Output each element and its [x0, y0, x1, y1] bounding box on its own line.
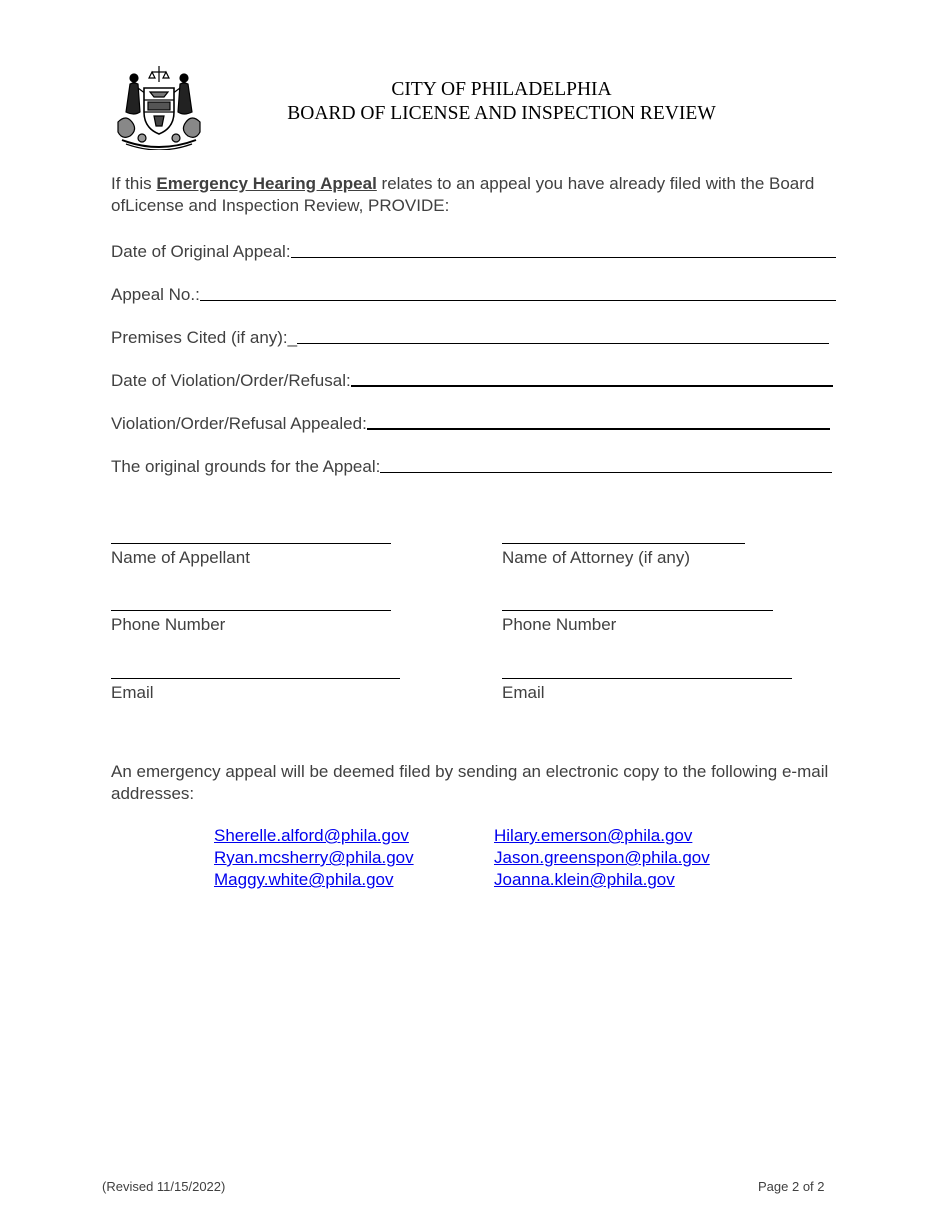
signature-line[interactable] — [111, 678, 400, 679]
field-label: Premises Cited (if any):_ — [111, 328, 298, 347]
attorney-phone-block[interactable] — [502, 610, 773, 635]
intro-paragraph — [111, 173, 851, 217]
signature-line[interactable] — [502, 543, 745, 544]
fill-line[interactable] — [291, 257, 836, 258]
email-list-left — [214, 825, 414, 891]
signature-line[interactable] — [502, 610, 773, 611]
signature-line[interactable] — [111, 610, 391, 611]
email-link[interactable]: Sherelle.alford@phila.gov — [214, 826, 409, 845]
fill-line[interactable] — [380, 472, 832, 473]
field-label: The original grounds for the Appeal: — [111, 457, 381, 476]
appellant-phone-block[interactable] — [111, 610, 391, 635]
revision-date: (Revised 11/15/2022) — [102, 1179, 226, 1194]
premises-cited-field[interactable] — [111, 324, 829, 348]
appellant-email-block[interactable] — [111, 678, 400, 703]
intro-suffix: relates to an appeal you have already filed with the Board ofLicense and Inspection Review, PROVIDE: — [111, 174, 815, 215]
field-label: Appeal No.: — [111, 285, 200, 304]
attorney-phone-label: Phone Number — [502, 615, 617, 634]
date-violation-field[interactable] — [111, 367, 833, 391]
attorney-email-block[interactable] — [502, 678, 792, 703]
fill-line[interactable] — [367, 428, 830, 430]
original-grounds-field[interactable] — [111, 453, 832, 477]
violation-appealed-field[interactable] — [111, 410, 830, 434]
intro-prefix: If this — [111, 174, 157, 193]
filing-note: An emergency appeal will be deemed filed by sending an electronic copy to the following e-mail addresses: — [111, 762, 829, 803]
intro-emphasis: Emergency Hearing Appeal — [156, 174, 377, 193]
date-original-appeal-field[interactable] — [111, 238, 836, 262]
email-link[interactable]: Joanna.klein@phila.gov — [494, 870, 675, 889]
appellant-phone-label: Phone Number — [111, 615, 226, 634]
email-link[interactable]: Ryan.mcsherry@phila.gov — [214, 848, 414, 867]
appellant-name-block[interactable] — [111, 543, 391, 568]
fill-line[interactable] — [200, 300, 836, 301]
attorney-email-label: Email — [502, 683, 545, 702]
signature-line[interactable] — [502, 678, 792, 679]
city-seal-icon — [112, 64, 206, 150]
appellant-name-label: Name of Appellant — [111, 548, 250, 567]
field-label: Date of Original Appeal: — [111, 242, 291, 261]
signature-line[interactable] — [111, 543, 391, 544]
email-list-right — [494, 825, 710, 891]
header-title-city: CITY OF PHILADELPHIA — [391, 79, 612, 100]
page-number: Page 2 of 2 — [758, 1179, 825, 1194]
appeal-number-field[interactable] — [111, 281, 836, 305]
field-label: Date of Violation/Order/Refusal: — [111, 371, 351, 390]
fill-line[interactable] — [297, 343, 829, 344]
email-link[interactable]: Hilary.emerson@phila.gov — [494, 826, 693, 845]
attorney-name-block[interactable] — [502, 543, 745, 568]
email-link[interactable]: Jason.greenspon@phila.gov — [494, 848, 710, 867]
email-link[interactable]: Maggy.white@phila.gov — [214, 870, 394, 889]
field-label: Violation/Order/Refusal Appealed: — [111, 414, 367, 433]
header-title-board: BOARD OF LICENSE AND INSPECTION REVIEW — [287, 103, 716, 124]
appellant-email-label: Email — [111, 683, 154, 702]
attorney-name-label: Name of Attorney (if any) — [502, 548, 691, 567]
fill-line[interactable] — [351, 385, 833, 387]
